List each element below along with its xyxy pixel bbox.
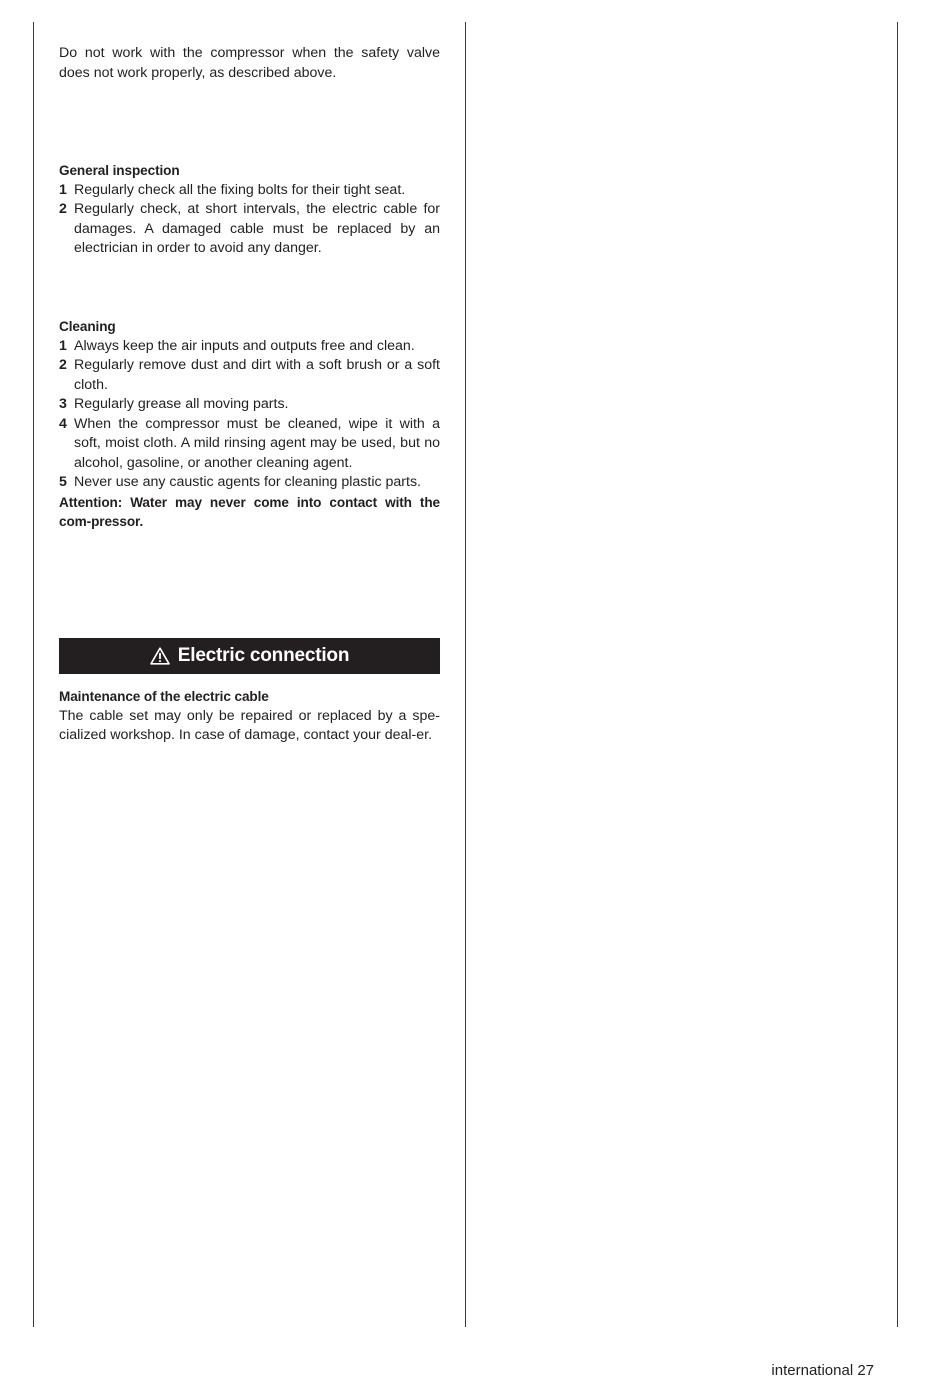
list-item-number: 3 (59, 396, 67, 412)
list-item (59, 356, 440, 395)
cable-maintenance-paragraph: The cable set may only be repaired or replaced by a spe-cialized workshop. In case of damage, contact your deal-er. (59, 707, 440, 743)
intro-paragraph: Do not work with the compressor when the safety valve does not work properly, as described above. (59, 45, 440, 81)
column-divider-rule (465, 22, 466, 1327)
attention-note: Attention: Water may never come into contact with the com-pressor. (59, 494, 440, 529)
cable-maintenance-heading: Maintenance of the electric cable (59, 689, 269, 704)
list-item (59, 415, 440, 474)
left-margin-rule (33, 22, 34, 1327)
banner-title: Electric connection (177, 645, 350, 666)
list-item-number: 2 (59, 357, 67, 373)
list-item-text: Regularly grease all moving parts. (74, 396, 289, 412)
list-item-text: Regularly remove dust and dirt with a soft brush or a soft cloth. (74, 357, 440, 393)
list-item-number: 1 (59, 337, 67, 354)
general-inspection-list (59, 181, 440, 259)
list-item (59, 181, 440, 201)
list-item-number: 2 (59, 201, 67, 217)
list-item (59, 473, 440, 493)
cleaning-heading: Cleaning (59, 319, 116, 334)
general-inspection-heading: General inspection (59, 163, 180, 178)
list-item-number: 1 (59, 181, 67, 198)
list-item (59, 337, 440, 357)
list-item (59, 200, 440, 259)
list-item-number: 4 (59, 415, 67, 432)
list-item-text: Never use any caustic agents for cleaning plastic parts. (74, 474, 421, 490)
general-inspection-section (59, 161, 440, 259)
list-item-text: Always keep the air inputs and outputs free and clean. (74, 337, 415, 354)
list-item-text: Regularly check, at short intervals, the electric cable for damages. A damaged cable must be replaced by an electrician in order to avoid any danger. (74, 201, 440, 256)
warning-triangle-icon (150, 647, 170, 665)
list-item-number: 5 (59, 474, 67, 490)
intro-section (59, 44, 440, 83)
list-item-text: When the compressor must be cleaned, wipe it with a soft, moist cloth. A mild rinsing agent may be used, but no alcohol, gasoline, or another cleaning agent. (74, 415, 440, 471)
list-item-text: Regularly check all the fixing bolts for their tight seat. (74, 181, 406, 198)
list-item (59, 395, 440, 415)
cleaning-section (59, 317, 440, 532)
page-footer: international 27 (771, 1362, 874, 1379)
right-margin-rule (897, 22, 898, 1327)
cable-maintenance-section (59, 687, 440, 746)
electric-connection-banner (59, 638, 440, 674)
cleaning-list (59, 337, 440, 493)
